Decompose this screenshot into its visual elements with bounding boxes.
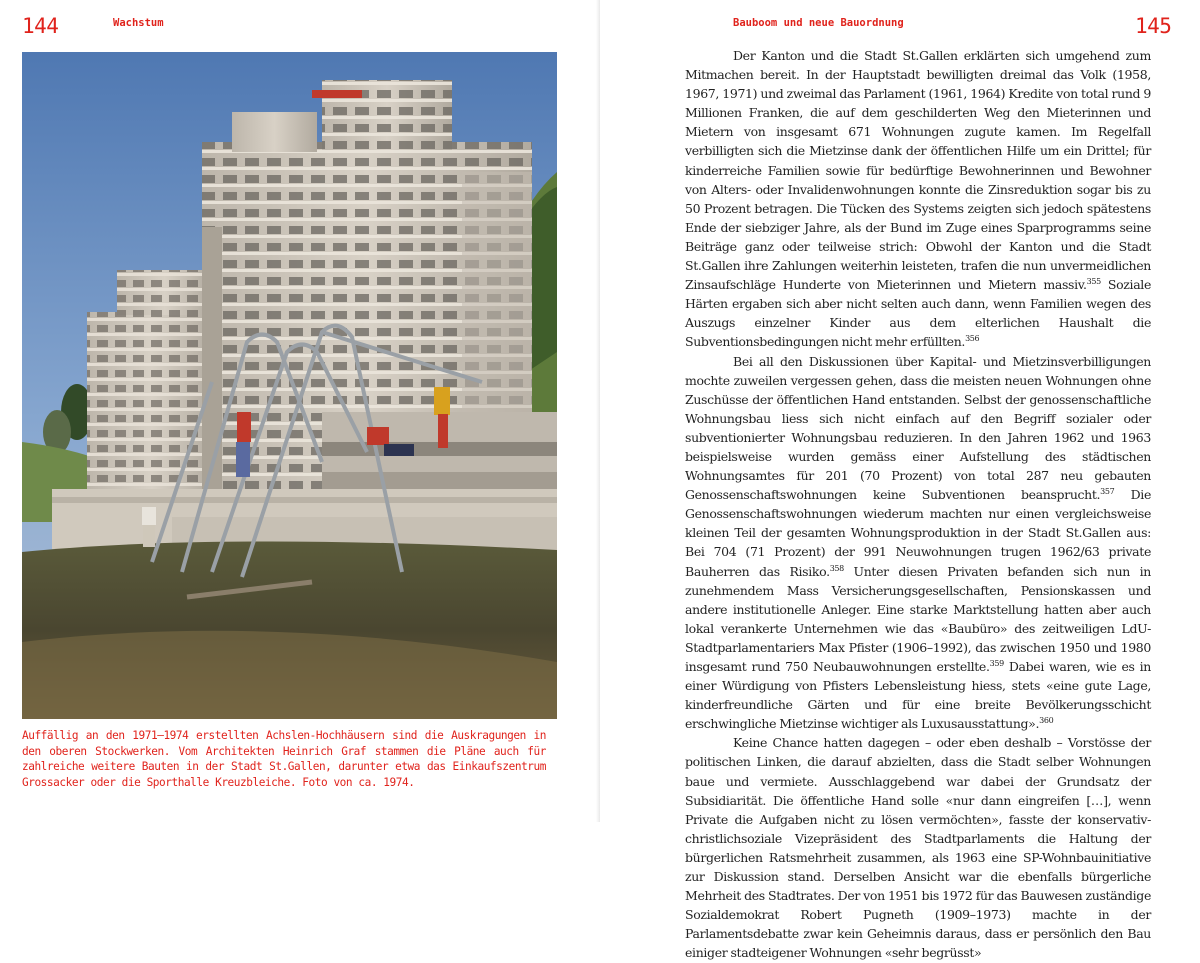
footnote-ref-357[interactable]: 357 bbox=[1100, 487, 1115, 497]
paragraph-3 bbox=[685, 733, 1151, 962]
text-run: Dabei waren, wie es in einer Würdigung von Pfisters Lebensleistung hiess, stets «eine gute Lage, kinderfreundliche Gärten und für eine breite Bevölkerungsschicht erschwingliche Mietzinse wichtiger als Luxusausstattung». bbox=[685, 659, 1151, 732]
text-run: Der Kanton und die Stadt St.Gallen erklärten sich umgehend zum Mitmachen bereit. In der Hauptstadt bewilligten dreimal das Volk (1958, 1967, 1971) und zweimal das Parlament (1961, 1964) Kredite von total rund 9 Millionen Franken, die auf dem geschilderten Weg den Mieterinnen und Mietern von insgesamt 671 Wohnungen zugute kamen. Im Regelfall verbilligten sich die Mietzinse dank der öffentlichen Hilfe um ein Drittel; für kinderreiche Familien sowie für bedürftige Bewohnerinnen und Bewohner von Alters- oder Invalidenwohnungen konnte die Zinsreduktion sogar bis zu 50 Prozent betragen. Die Tücken des Systems zeigten sich jedoch spätestens Ende der siebziger Jahre, als der Bund im Zuge eines Sparprogramms seine Beiträge ganz oder teilweise strich: Obwohl der Kanton und die Stadt St.Gallen ihre Zahlungen weiterhin leisteten, trafen die nun unvermeidlichen Zinsaufschläge Hunderte von Mieterinnen und Mietern massiv. bbox=[685, 48, 1151, 293]
footnote-ref-356[interactable]: 356 bbox=[965, 334, 980, 344]
paragraph-1 bbox=[685, 46, 1151, 352]
text-run: Unter diesen Privaten befanden sich nun in zunehmendem Mass Versicherungsgesellschaften, Pensionskassen und andere institutionelle Anleger. Eine starke Marktstellung hatten aber auch lokal verankerte Unternehmen wie das «Baubüro» des zeitweiligen LdU-Stadtparlamentariers Max Pfister (1906–1992), das zwischen 1950 und 1980 insgesamt rund 750 Neubauwohnungen erstellte. bbox=[685, 563, 1151, 674]
photo-caption: Auffällig an den 1971–1974 erstellten Achslen-Hochhäusern sind die Auskragungen in den oberen Stockwerken. Vom Architekten Heinrich Graf stammen die Pläne auch für zahlreiche weitere Bauten in der Stadt St.Gallen, darunter etwa das Einkaufszentrum Grossacker oder die Sporthalle Kreuzbleiche. Foto von ca. 1974. bbox=[22, 729, 546, 789]
page-number-right: 145 bbox=[1135, 14, 1172, 38]
text-run: Soziale Härten ergaben sich aber nicht selten auch dann, wenn Familien wegen des Auszugs einzelner Kinder aus dem elterlichen Haushalt die Subventionsbedingungen nicht mehr erfüllten. bbox=[685, 277, 1151, 350]
running-head-left: Wachstum bbox=[113, 17, 164, 29]
left-page bbox=[0, 0, 598, 822]
paragraph-2 bbox=[685, 352, 1151, 734]
page-number-left: 144 bbox=[22, 14, 59, 38]
footnote-ref-355[interactable]: 355 bbox=[1086, 277, 1101, 287]
body-text bbox=[685, 46, 1151, 963]
running-head-right: Bauboom und neue Bauordnung bbox=[733, 17, 904, 29]
footnote-ref-359[interactable]: 359 bbox=[989, 659, 1004, 668]
text-run: Bei all den Diskussionen über Kapital- und Mietzinsverbilligungen mochte zuweilen vergessen gehen, dass die meisten neuen Wohnungen ohne Zuschüsse der öffentlichen Hand entstanden. Selbst der genossenschaftliche Wohnungsbau liess sich nicht einfach auf den Begriff sozialer oder subventionierter Wohnungsbau reduzieren. In den Jahren 1962 und 1963 beispielsweise wurden gemäss einer Aufstellung des städtischen Wohnungsamtes für 201 (70 Prozent) von total 287 neu gebauten Genossenschaftswohnungen keine Subventionen beansprucht. bbox=[685, 353, 1151, 503]
footnote-ref-358[interactable]: 358 bbox=[829, 563, 844, 573]
text-run: Keine Chance hatten dagegen – oder eben deshalb – Vorstösse der politischen Linken, die darauf abzielten, dass die Stadt selber Wohnungen baue und vermiete. Ausschlaggebend war dabei der Grundsatz der Subsidiarität. Die öffentliche Hand solle «nur dann eingreifen […], wenn Private die Aufgaben nicht zu lösen vermöchten», fasste der konservativ-christlichsoziale Vizepräsident des Stadtparlaments die Haltung der bürgerlichen Ratsmehrheit zusammen, als 1963 eine SP-Wohnbauinitiative zur Diskussion stand. Derselben Ansicht war die ebenfalls bürgerliche Mehrheit des Stadtrates. Der von 1951 bis 1972 für das Bauwesen zuständige Sozialdemokrat Robert Pugneth (1909–1973) machte in der Parlamentsdebatte zwar kein Geheimnis daraus, dass er persönlich den Bau einiger stadteigener Wohnungen «sehr begrüsst» bbox=[685, 735, 1151, 961]
text-run: Die Genossenschaftswohnungen wiederum machten nur einen vergleichsweise kleinen Teil der gesamten Wohnungsproduktion in der Stadt St.Gallen aus: Bei 704 (71 Prozent) der 991 Neuwohnungen trugen 1962/63 private Bauherren das Risiko. bbox=[685, 487, 1151, 579]
photo-achslen-high-rise bbox=[22, 52, 557, 719]
footnote-ref-360[interactable]: 360 bbox=[1039, 716, 1054, 726]
